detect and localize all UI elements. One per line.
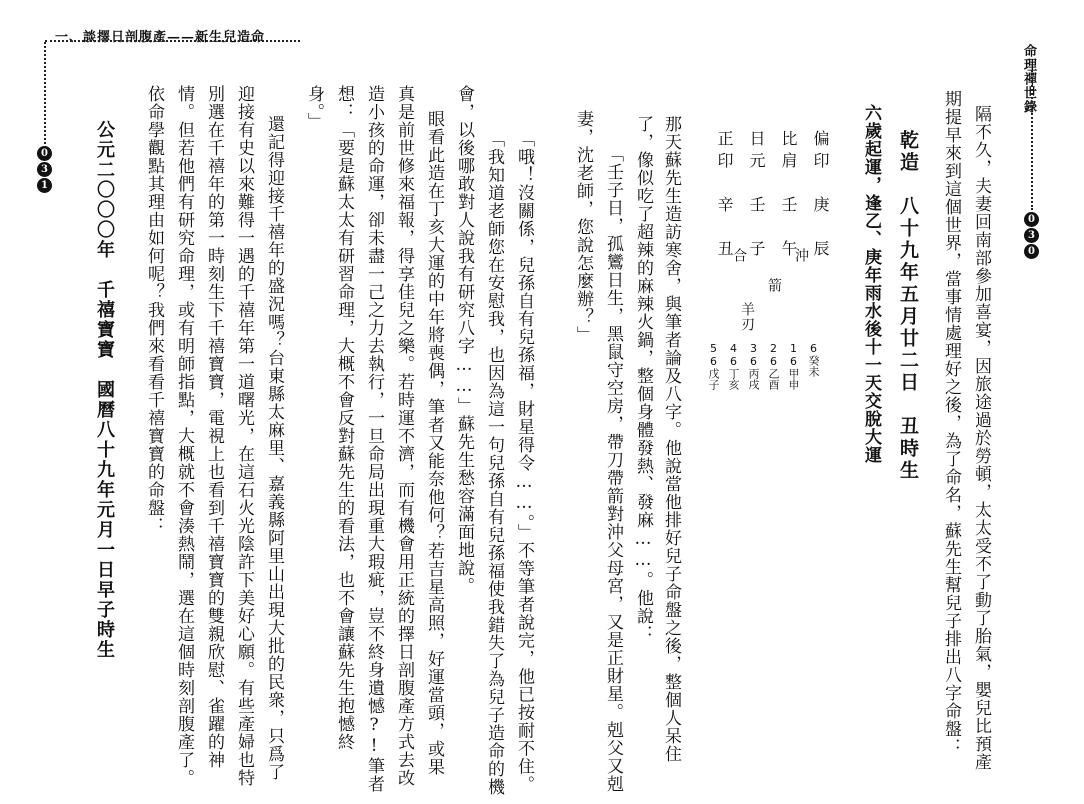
- luck-age: 26: [767, 342, 780, 368]
- luck-cycle: [708, 342, 719, 390]
- luck-cycle: [808, 342, 819, 377]
- body-line: 「哦！沒關係，兒孫自有兒孫福，財星得令……。」不等筆者說完，他已按耐不住。: [514, 130, 534, 794]
- pillar-branch: 辰: [811, 240, 830, 262]
- body-line: 還記得迎接千禧年的盛況嗎？台東縣太麻里、嘉義縣阿里山出現大批的民衆，只爲了: [264, 115, 284, 781]
- pillar-stem: 庚: [811, 196, 830, 218]
- chart-note-blade: 羊刃: [739, 302, 755, 332]
- chart-note-combine: 合: [731, 248, 747, 263]
- pillar-stem: 壬: [779, 196, 798, 218]
- pillar-god: 偏印: [811, 130, 830, 174]
- header-dotted-rule: [45, 40, 300, 42]
- body-line: 隔不久，夫妻回南部參加喜宴，因旅途過於勞頓，太太受不了動了胎氣，嬰兒比預產: [971, 105, 991, 771]
- luck-cycle: [728, 342, 739, 390]
- pillar-god: 正印: [715, 130, 734, 174]
- luck-age: 36: [747, 342, 760, 368]
- body-line: 想：「要是蘇太太有研習命理，大概不會反對蘇先生的看法，也不會讓蘇先生抱憾終: [334, 85, 354, 751]
- luck-age: 16: [787, 342, 800, 368]
- pillar-god: 比肩: [779, 130, 798, 174]
- body-line: 身。」: [304, 85, 324, 131]
- body-line: 造小孩的命運，卻未盡一己之力去執行，一旦命局出現重大瑕疵，豈不終身遺憾?!筆者: [364, 85, 384, 793]
- page-number-digit: 3: [1024, 228, 1039, 243]
- chart-heading: 公元二〇〇〇年 千禧寶寶 國曆八十九年元月一日早子時生: [94, 120, 115, 660]
- pillar-stem: 辛: [715, 196, 734, 218]
- luck-cycle: [788, 342, 799, 390]
- pillar-year: [812, 130, 828, 262]
- luck-ganzhi: 丙戌: [747, 368, 760, 390]
- chart-title: 乾造 八十九年五月廿二日 丑時生: [897, 130, 919, 482]
- pillar-hour: [716, 130, 732, 262]
- right-running-header: 命理禪世錄: [1021, 44, 1036, 114]
- chart-note-clash: 沖: [793, 248, 809, 263]
- page-number-digit: 0: [1024, 244, 1039, 259]
- body-line: 會，以後哪敢對人說我有研究八字……」蘇先生愁容滿面地說。: [454, 85, 474, 595]
- page-number-digit: 3: [37, 162, 52, 177]
- page-number-digit: 1: [37, 178, 52, 193]
- luck-ganzhi: 戊子: [707, 368, 720, 390]
- luck-ganzhi: 甲申: [787, 368, 800, 390]
- body-line: 迎接有史以來難得一遇的千禧年第一道曙光，在這石火光陰許下美好心願。有些產婦也特: [234, 85, 254, 787]
- body-line: 「我知道老師您在安慰我，也因為這一句兒孫自有兒孫福使我錯失了為兒子造命的機: [484, 130, 504, 796]
- body-line: 別選在千禧年的第一時刻生下千禧寶寶，電視上也看到千禧寶寶的雙親欣慰、雀躍的神: [204, 85, 224, 769]
- luck-cycle: [768, 342, 779, 390]
- pillar-day: [748, 130, 764, 262]
- luck-ganzhi: 丁亥: [727, 368, 740, 390]
- body-line: 期提早來到這個世界，當事情處理好之後，為了命名，蘇先生幫兒子排出八字命盤：: [941, 90, 961, 756]
- body-line: 眼看此造在丁亥大運的中年將喪偶，筆者又能奈他何？若吉星高照，好運當頭，或果: [424, 110, 444, 776]
- body-line: 「壬子日，孤鸞日生，黑鼠守空房，帶刀帶箭對沖父母宮，又是正財星。剋父又剋: [603, 145, 623, 793]
- luck-ganzhi: 乙酉: [767, 368, 780, 390]
- body-line: 情。但若他們有研究命理，或有明師指點，大概就不會湊熱鬧，選在這個時刻剖腹產了。: [174, 85, 194, 787]
- pillar-branch: 午: [779, 240, 798, 262]
- pillar-branch: 子: [747, 240, 766, 262]
- luck-cycle: [748, 342, 759, 390]
- luck-age: 6: [807, 342, 820, 355]
- chart-note-arrow: 箭: [766, 278, 782, 293]
- luck-ganzhi: 癸未: [807, 355, 820, 377]
- left-running-header: 一、談擇日剖腹產——新生兒造命: [55, 30, 266, 45]
- pillar-god: 日元: [747, 130, 766, 174]
- pillar-stem: 壬: [747, 196, 766, 218]
- pillar-month: [780, 130, 796, 262]
- body-line: 依命學觀點其理由如何呢？我們來看看千禧寶寶的命盤：: [144, 85, 164, 535]
- luck-age: 56: [707, 342, 720, 368]
- body-line: 真是前世修來福報，得享佳兒之樂。若時運不濟，而有機會用正統的擇日剖腹產方式去改: [394, 85, 414, 787]
- pillar-branch: 丑: [715, 240, 734, 262]
- page-number-digit: 0: [37, 146, 52, 161]
- luck-start-line: 六歲起運，逢乙、庚年雨水後十一天交脫大運: [861, 104, 881, 464]
- right-dotted-rule: [1031, 70, 1033, 210]
- luck-age: 46: [727, 342, 740, 368]
- page-number-digit: 0: [1024, 212, 1039, 227]
- body-line: 了，像似吃了超辣的麻辣火鍋，整個身體發熱、發麻……。他說：: [633, 115, 653, 643]
- left-dotted-rule: [44, 42, 46, 152]
- body-line: 那天蘇先生造訪寒舍，與筆者論及八字。他說當他排好兒子命盤之後，整個人呆住: [661, 115, 681, 763]
- body-line: 妻，沈老師，您說怎麼辦？」: [573, 110, 593, 344]
